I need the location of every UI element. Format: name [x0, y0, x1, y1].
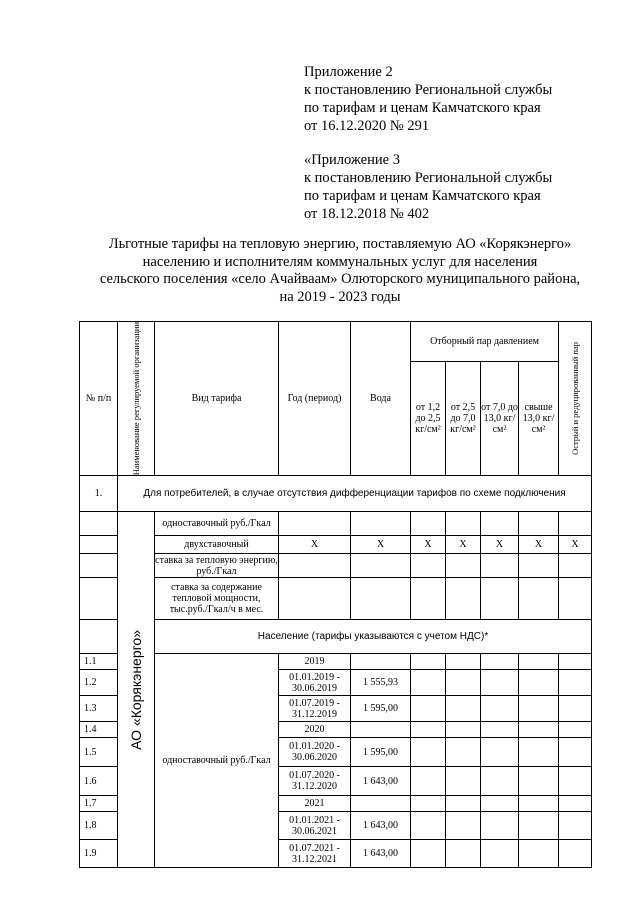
cell: [481, 767, 519, 796]
cell: [519, 654, 559, 670]
cell: [559, 512, 592, 536]
org-cell: [118, 512, 155, 868]
cell: [446, 796, 481, 812]
cell: [559, 767, 592, 796]
water-value: 1 643,00: [351, 840, 411, 868]
cell: [446, 812, 481, 840]
row-num: 1.9: [80, 840, 118, 868]
appendix-line: «Приложение 3: [304, 152, 400, 168]
appendix-line: от 16.12.2020 № 291: [304, 118, 430, 134]
cell: [80, 554, 118, 578]
cell: [559, 578, 592, 620]
header-num: № п/п: [80, 322, 118, 476]
cell: [559, 554, 592, 578]
cell: [446, 840, 481, 868]
tariff-single-rate: одноставочный руб./Гкал: [155, 512, 279, 536]
water-value: [351, 722, 411, 738]
cell: [519, 840, 559, 868]
water-value: 1 595,00: [351, 738, 411, 767]
cell: [351, 578, 411, 620]
water-value: [351, 796, 411, 812]
title-line: Льготные тарифы на тепловую энергию, поставляемую АО «Корякэнерго»: [108, 236, 572, 252]
cell: [559, 738, 592, 767]
cell: [446, 696, 481, 722]
header-org: [118, 322, 155, 476]
cell: [559, 722, 592, 738]
row-num: 1.4: [80, 722, 118, 738]
cell: [481, 812, 519, 840]
period: 01.07.2020 - 31.12.2020: [279, 767, 351, 796]
row-num: 1.3: [80, 696, 118, 722]
header-steam-4: свыше 13,0 кг/см²: [519, 361, 559, 475]
cell: [559, 812, 592, 840]
cell: [559, 670, 592, 696]
row-num: 1.1: [80, 654, 118, 670]
cell: [411, 840, 446, 868]
cell: [411, 738, 446, 767]
cell: [411, 696, 446, 722]
title-line: населению и исполнителям коммунальных услуг для населения: [142, 253, 538, 270]
cell: [411, 554, 446, 578]
row-num: 1.2: [80, 670, 118, 696]
title-line: сельского поселения «село Ачайваам» Олюторского муниципального района,: [99, 271, 581, 287]
appendix-line: к постановлению Региональной службы: [304, 82, 553, 98]
tariff-heat-rate: ставка за тепловую энергию, руб./Гкал: [155, 554, 278, 577]
period: 2019: [279, 654, 351, 670]
water-value: 1 555,93: [351, 670, 411, 696]
cell: [519, 554, 559, 578]
cell: [446, 654, 481, 670]
cell: [519, 796, 559, 812]
x-mark: Х: [411, 536, 446, 554]
x-mark: Х: [446, 536, 481, 554]
period: 01.01.2021 - 30.06.2021: [279, 812, 351, 840]
cell: [481, 670, 519, 696]
cell: [519, 512, 559, 536]
cell: [481, 578, 519, 620]
appendix-reference-current: [304, 63, 552, 135]
cell: [481, 696, 519, 722]
cell: [411, 812, 446, 840]
period: 01.01.2020 - 30.06.2020: [279, 738, 351, 767]
header-sharp-label: Острый и редуцированный пар: [569, 342, 580, 456]
title-line: на 2019 - 2023 годы: [279, 288, 401, 305]
cell: [411, 722, 446, 738]
header-steam-3: от 7,0 до 13,0 кг/см²: [481, 361, 519, 475]
population-section: Население (тарифы указываются с учетом НДС)*: [155, 620, 592, 654]
water-value: 1 595,00: [351, 696, 411, 722]
cell: [80, 578, 118, 620]
row-num: 1.5: [80, 738, 118, 767]
cell: [559, 696, 592, 722]
cell: [481, 738, 519, 767]
appendix-line: к постановлению Региональной службы: [304, 170, 553, 186]
x-mark: Х: [351, 536, 411, 554]
appendix-line: от 18.12.2018 № 402: [304, 206, 430, 222]
cell: [519, 670, 559, 696]
cell: [519, 722, 559, 738]
cell: [446, 578, 481, 620]
cell: [411, 670, 446, 696]
cell: [446, 512, 481, 536]
cell: [80, 620, 118, 654]
cell: [481, 654, 519, 670]
water-value: 1 643,00: [351, 767, 411, 796]
tariff-capacity-rate: ставка за содержание тепловой мощности, тыс.руб./Гкал/ч в мес.: [155, 578, 279, 620]
cell: [411, 796, 446, 812]
cell: [80, 536, 118, 554]
x-mark: Х: [481, 536, 519, 554]
cell: [411, 512, 446, 536]
cell: [519, 578, 559, 620]
period: 01.07.2021 - 31.12.2021: [279, 840, 351, 868]
header-water: Вода: [351, 322, 411, 476]
cell: [519, 767, 559, 796]
row-num: 1.8: [80, 812, 118, 840]
cell: [481, 722, 519, 738]
cell: [279, 512, 351, 536]
cell: [559, 796, 592, 812]
section-heading: Для потребителей, в случае отсутствия дифференциации тарифов по схеме подключения: [118, 476, 592, 512]
cell: [481, 840, 519, 868]
document-title: [60, 236, 620, 306]
cell: [481, 512, 519, 536]
header-steam-2: от 2,5 до 7,0 кг/см²: [446, 361, 481, 475]
tariff-table: [79, 321, 592, 868]
period: 2020: [279, 722, 351, 738]
water-value: [351, 654, 411, 670]
cell: [519, 812, 559, 840]
org-name: АО «Корякэнерго»: [127, 629, 144, 750]
cell: [351, 512, 411, 536]
cell: [351, 554, 411, 578]
appendix-line: по тарифам и ценам Камчатского края: [304, 100, 541, 116]
period: 2021: [279, 796, 351, 812]
cell: [481, 796, 519, 812]
cell: [519, 738, 559, 767]
x-mark: Х: [559, 536, 592, 554]
cell: [446, 767, 481, 796]
header-sharp-steam: [559, 322, 592, 476]
header-org-label: Наименование регулируемой организации: [130, 322, 141, 476]
x-mark: Х: [519, 536, 559, 554]
header-year: Год (период): [279, 322, 351, 476]
cell: [411, 578, 446, 620]
header-tariff-type: Вид тарифа: [155, 322, 279, 476]
tariff-two-rate: двухставочный: [155, 536, 279, 554]
cell: [446, 554, 481, 578]
water-value: 1 643,00: [351, 812, 411, 840]
cell: [481, 554, 519, 578]
cell: [519, 696, 559, 722]
cell: [446, 722, 481, 738]
row-num: 1.7: [80, 796, 118, 812]
cell: [559, 654, 592, 670]
header-steam-1: от 1,2 до 2,5 кг/см²: [411, 361, 446, 475]
cell: [80, 512, 118, 536]
population-tariff-type: одноставочный руб./Гкал: [155, 654, 279, 868]
cell: [446, 670, 481, 696]
section-num: 1.: [80, 476, 118, 512]
appendix-reference-previous: [304, 151, 552, 223]
period: 01.07.2019 - 31.12.2019: [279, 696, 351, 722]
header-steam-group: Отборный пар давлением: [411, 322, 559, 362]
appendix-line: Приложение 2: [304, 64, 393, 80]
cell: [279, 554, 351, 578]
x-mark: Х: [279, 536, 351, 554]
row-num: 1.6: [80, 767, 118, 796]
period: 01.01.2019 - 30.06.2019: [279, 670, 351, 696]
cell: [411, 654, 446, 670]
cell: [559, 840, 592, 868]
cell: [446, 738, 481, 767]
appendix-line: по тарифам и ценам Камчатского края: [304, 188, 541, 204]
cell: [279, 578, 351, 620]
cell: [411, 767, 446, 796]
